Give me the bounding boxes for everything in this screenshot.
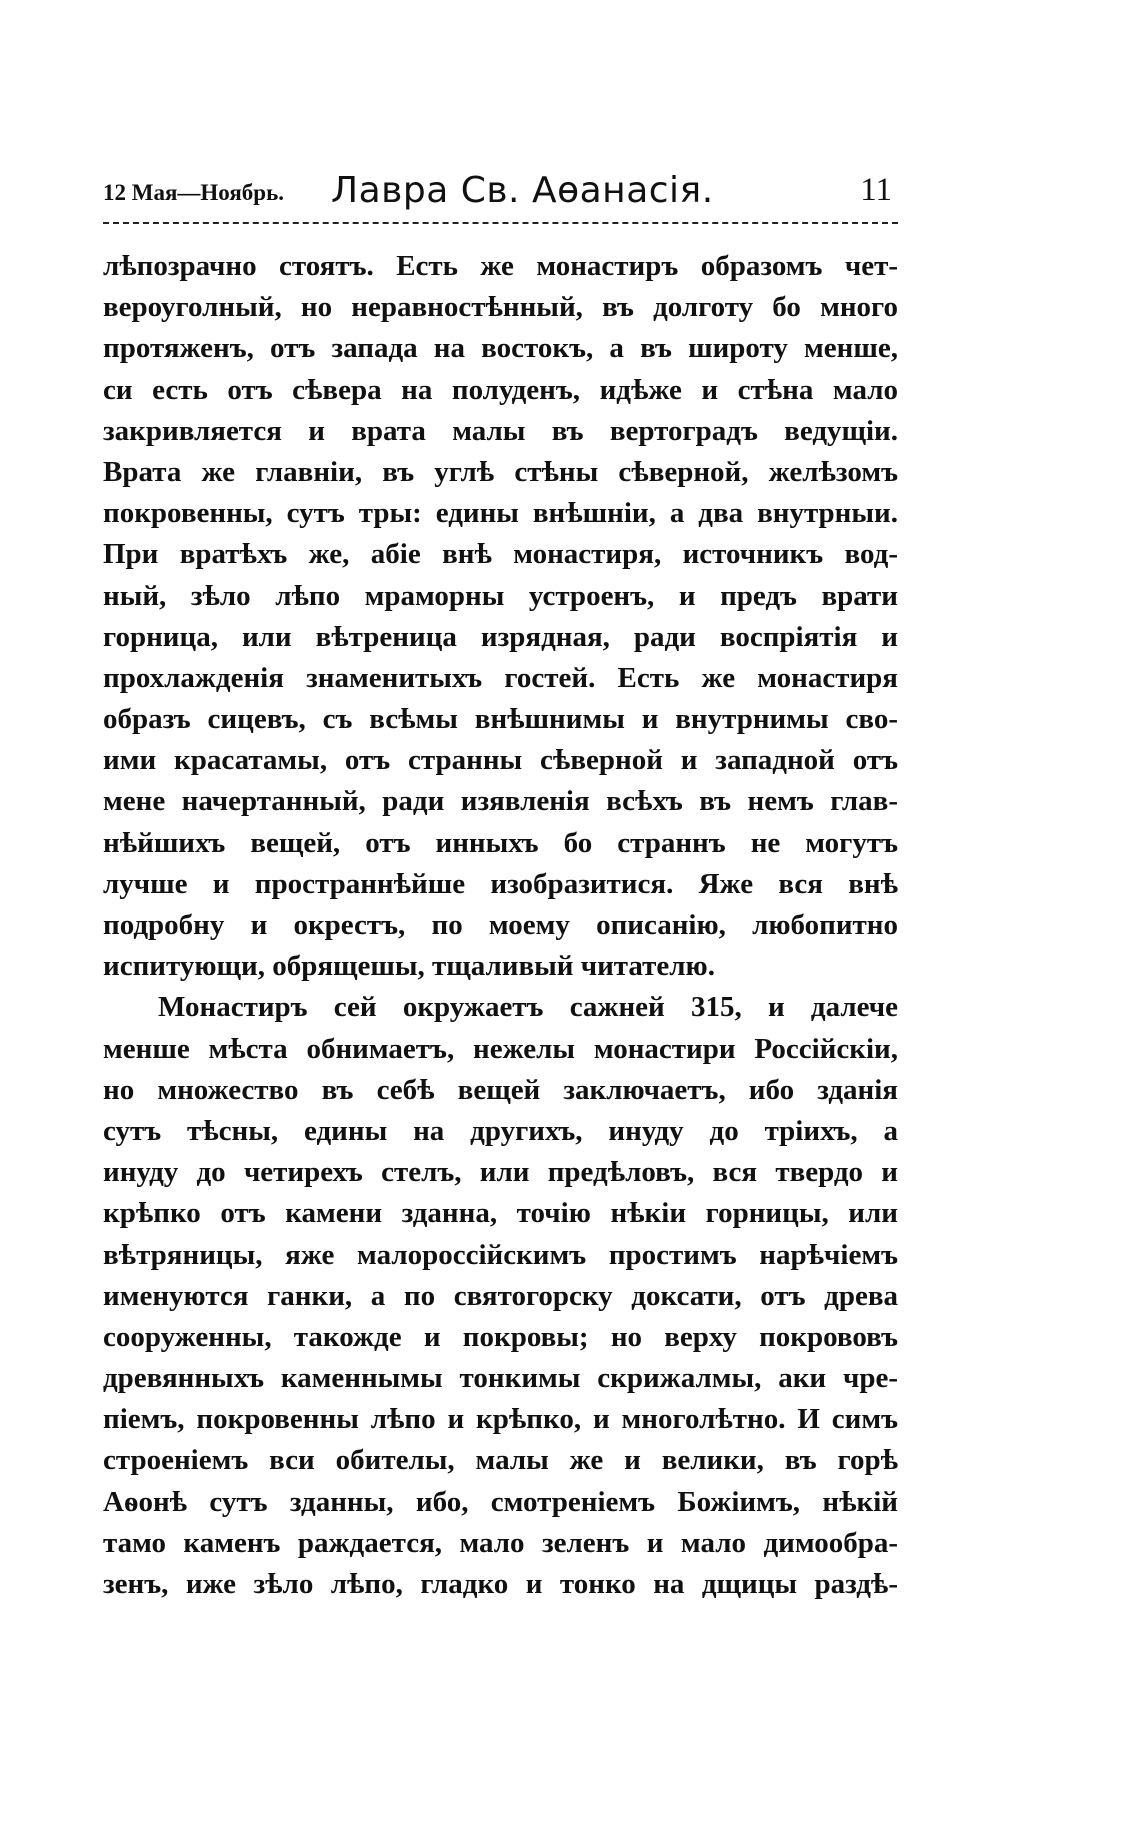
text-line: При вратѣхъ же, абіе внѣ монастиря, источникъ вод- xyxy=(103,538,898,571)
paragraph-1 xyxy=(103,246,898,987)
text-line: строеніемъ вси обителы, малы же и велики, въ горѣ xyxy=(103,1444,898,1477)
text-line: испитующи, обрящешы, тщаливый читателю. xyxy=(103,950,715,983)
text-line: образъ сицевъ, съ всѣмы внѣшнимы и внутрнимы сво- xyxy=(103,703,898,736)
text-line: Аѳонѣ сутъ зданны, ибо, смотреніемъ Божіимъ, нѣкій xyxy=(103,1485,898,1518)
text-line: древянныхъ каменнымы тонкимы скрижалмы, аки чре- xyxy=(103,1362,898,1395)
text-line: закривляется и врата малы въ вертоградъ ведущіи. xyxy=(103,414,898,447)
text-line: нѣйшихъ вещей, отъ инныхъ бо страннъ не могутъ xyxy=(103,826,898,859)
text-line: мене начертанный, ради изявленія всѣхъ въ немъ глав- xyxy=(103,785,898,818)
header-rule xyxy=(103,222,898,224)
running-header xyxy=(103,170,898,220)
text-line: ный, зѣло лѣпо мраморны устроенъ, и предъ врати xyxy=(103,579,898,612)
text-line: инуду до четирехъ стелъ, или предѣловъ, вся твердо и xyxy=(103,1156,898,1189)
text-line: піемъ, покровенны лѣпо и крѣпко, и многолѣтно. И симъ xyxy=(103,1403,898,1436)
text-line: лѣпозрачно стоятъ. Есть же монастиръ образомъ чет- xyxy=(103,250,898,282)
header-title: Лавра Св. Аѳанасія. xyxy=(331,170,714,211)
text-line: протяженъ, отъ запада на востокъ, а въ широту менше, xyxy=(103,332,898,365)
text-line: горница, или вѣтреница изрядная, ради воспріятія и xyxy=(103,620,898,653)
text-line: подробну и окрестъ, по моему описанію, любопитно xyxy=(103,909,898,941)
text-line: сутъ тѣсны, едины на другихъ, инуду до тріихъ, а xyxy=(103,1114,898,1147)
header-date-range: 12 Мая—Ноябрь. xyxy=(103,180,285,205)
paragraph-2 xyxy=(103,987,898,1605)
text-line: зенъ, иже зѣло лѣпо, гладко и тонко на дщицы раздѣ- xyxy=(103,1568,898,1600)
text-line: ими красатамы, отъ странны сѣверной и западной отъ xyxy=(103,744,898,777)
text-line: крѣпко отъ камени зданна, точію нѣкіи горницы, или xyxy=(103,1197,898,1230)
text-line: лучше и пространнѣйше изобразитися. Яже вся внѣ xyxy=(103,867,898,900)
body-text xyxy=(103,246,898,1605)
text-line: менше мѣста обнимаетъ, нежелы монастири Россійскіи, xyxy=(103,1032,898,1065)
text-line: Врата же главніи, въ углѣ стѣны сѣверной, желѣзомъ xyxy=(103,455,898,488)
text-line: прохлажденія знаменитыхъ гостей. Есть же монастиря xyxy=(103,661,898,694)
text-line: сооруженны, такожде и покровы; но верху покрововъ xyxy=(103,1320,898,1353)
page-number: 11 xyxy=(860,172,892,208)
text-line: вероуголный, но неравностѣнный, въ долготу бо много xyxy=(103,291,898,324)
text-line: тамо каменъ раждается, мало зеленъ и мало димообра- xyxy=(103,1526,898,1559)
text-line: вѣтряницы, яже малороссійскимъ простимъ нарѣчіемъ xyxy=(103,1238,898,1271)
text-line: Монастиръ сей окружаетъ сажней 315, и далече xyxy=(158,991,898,1024)
text-line: покровенны, сутъ тры: едины внѣшніи, а два внутрныи. xyxy=(103,497,898,530)
text-line: именуются ганки, а по святогорску доксати, отъ древа xyxy=(103,1279,898,1312)
text-line: си есть отъ сѣвера на полуденъ, идѣже и стѣна мало xyxy=(103,373,898,406)
text-line: но множество въ себѣ вещей заключаетъ, ибо зданія xyxy=(103,1073,898,1106)
